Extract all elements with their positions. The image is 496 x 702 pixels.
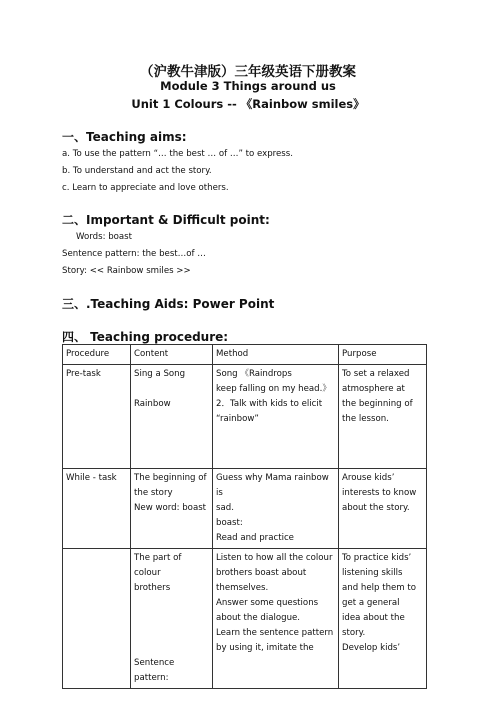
cell-line: listening skills	[342, 568, 403, 578]
section-aids-heading: 三、.Teaching Aids: Power Point	[62, 297, 275, 311]
method-cell	[213, 469, 339, 549]
aim-item: a. To use the pattern “… the best … of …” to express.	[62, 149, 293, 159]
cell-line: the story	[134, 488, 173, 498]
cell-text: While - task	[66, 473, 117, 483]
table-header-row	[63, 345, 427, 365]
aim-item: c. Learn to appreciate and love others.	[62, 183, 229, 193]
cell-line	[134, 611, 209, 626]
purpose-cell	[339, 469, 427, 549]
cell-line: Song 《Raindrops	[216, 369, 292, 379]
cell-line: Listen to how all the colour	[216, 553, 333, 563]
cell-line: “rainbow”	[216, 414, 259, 424]
cell-line: about the dialogue.	[216, 613, 301, 623]
cell-line: The part of colour	[134, 553, 182, 578]
cell-line: about the story.	[342, 503, 410, 513]
aim-item: b. To understand and act the story.	[62, 166, 212, 176]
cell-line: by using it, imitate the	[216, 643, 314, 653]
procedure-cell	[63, 365, 131, 469]
module-title: Module 3 Things around us	[160, 79, 336, 93]
procedure-cell	[63, 469, 131, 549]
cell-line: brothers boast about	[216, 568, 307, 578]
cell-line: To practice kids’	[342, 553, 412, 563]
points-sentence: Sentence pattern: the best…of …	[62, 249, 206, 259]
section-points-heading: 二、Important & Difficult point:	[62, 213, 270, 227]
column-header: Content	[131, 345, 213, 365]
cell-line: keep falling on my head.》	[216, 384, 331, 394]
cell-line: atmosphere at	[342, 384, 405, 394]
cell-line: 2．Talk with kids to elicit	[216, 399, 323, 409]
points-story: Story: << Rainbow smiles >>	[62, 266, 191, 276]
cell-line: Rainbow	[134, 399, 171, 409]
cell-line: get a general	[342, 598, 400, 608]
cell-line	[134, 641, 209, 656]
table-row	[63, 549, 427, 689]
procedure-cell	[63, 549, 131, 689]
cell-line: themselves.	[216, 583, 269, 593]
cell-line: Sing a Song	[134, 369, 186, 379]
cell-line: the lesson.	[342, 414, 389, 424]
content-cell	[131, 549, 213, 689]
cell-line: Guess why Mama rainbow is	[216, 473, 329, 498]
cell-line: story.	[342, 628, 366, 638]
content-cell	[131, 469, 213, 549]
cell-line: Answer some questions	[216, 598, 319, 608]
cell-line: New word: boast	[134, 503, 207, 513]
method-cell	[213, 549, 339, 689]
cell-text: Pre-task	[66, 369, 101, 379]
cell-line: Sentence pattern:	[134, 658, 175, 683]
table-row	[63, 365, 427, 469]
cell-line: Read and practice	[216, 533, 294, 543]
procedure-table	[62, 344, 427, 689]
unit-title: Unit 1 Colours -- 《Rainbow smiles》	[131, 97, 365, 111]
cell-line: Develop kids’	[342, 643, 401, 653]
section-procedure-heading: 四、 Teaching procedure:	[62, 330, 229, 344]
points-words: Words: boast	[76, 232, 133, 242]
column-header: Method	[213, 345, 339, 365]
purpose-cell	[339, 365, 427, 469]
cell-line: sad.	[216, 503, 234, 513]
cell-line: the beginning of	[342, 399, 413, 409]
cell-line	[134, 382, 209, 397]
cell-line: interests to know	[342, 488, 417, 498]
cell-line: Learn the sentence pattern	[216, 628, 334, 638]
cell-line: brothers	[134, 583, 171, 593]
cell-line: idea about the	[342, 613, 405, 623]
method-cell	[213, 365, 339, 469]
column-header: Purpose	[339, 345, 427, 365]
content-cell	[131, 365, 213, 469]
section-aims-heading: 一、Teaching aims:	[62, 130, 187, 144]
cell-line	[134, 596, 209, 611]
document-title: （沪教牛津版）三年级英语下册教案	[140, 64, 356, 80]
table-row	[63, 469, 427, 549]
cell-line	[134, 626, 209, 641]
cell-line: Arouse kids’	[342, 473, 395, 483]
cell-line: and help them to	[342, 583, 417, 593]
purpose-cell	[339, 549, 427, 689]
cell-line: boast:	[216, 518, 243, 528]
column-header: Procedure	[63, 345, 131, 365]
cell-line: The beginning of	[134, 473, 207, 483]
cell-line: To set a relaxed	[342, 369, 410, 379]
